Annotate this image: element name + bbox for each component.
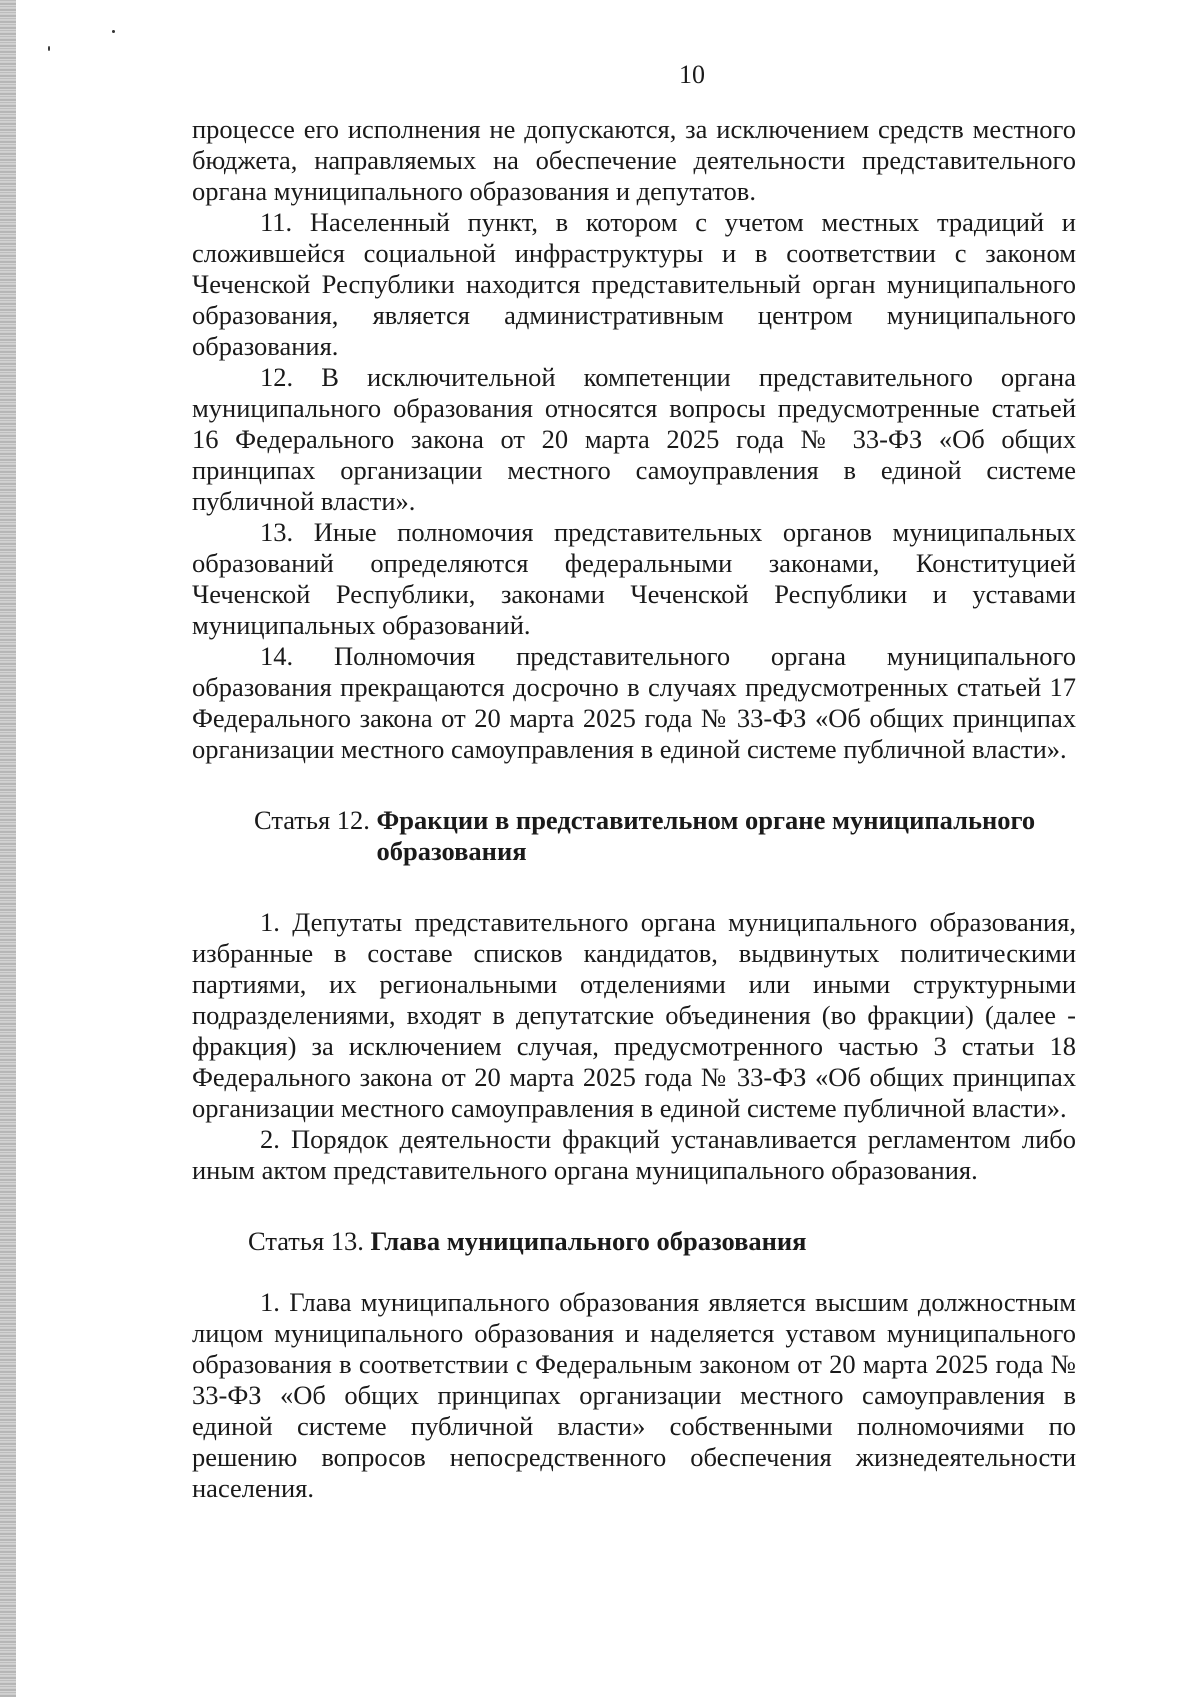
article-12-title: Фракции в представительном органе муниципального образования [376,805,1036,866]
article-12-paragraph-1: 1. Депутаты представительного органа муниципального образования, избранные в составе списков кандидатов, выдвинутых политическими партиями, их региональными отделениями или иными структурными подразделениями, входят в депутатские объединения (во фракции) (далее - фракция) за исключением случая, предусмотренного частью 3 статьи 18 Федерального закона от 20 марта 2025 года № 33-ФЗ «Об общих принципах организации местного самоуправления в единой системе публичной власти». [192,907,1076,1123]
article-13-title: Глава муниципального образования [370,1226,807,1256]
paragraph-13: 13. Иные полномочия представительных органов муниципальных образований определяются федеральными законами, Конституцией Чеченской Республики, законами Чеченской Республики и уставами муниципальных образований. [192,517,1076,640]
paragraph-12: 12. В исключительной компетенции представительного органа муниципального образования относятся вопросы предусмотренные статьей 16 Федерального закона от 20 марта 2025 года № 33-ФЗ «Об общих принципах организации местного самоуправления в единой системе публичной власти». [192,362,1076,516]
article-12-paragraph-2: 2. Порядок деятельности фракций устанавливается регламентом либо иным актом представительного органа муниципального образования. [192,1124,1076,1185]
document-body [192,114,1076,1504]
article-13-prefix: Статья 13. [248,1226,371,1256]
paragraph-continuation: процессе его исполнения не допускаются, за исключением средств местного бюджета, направляемых на обеспечение деятельности представительного органа муниципального образования и депутатов. [192,114,1076,206]
scan-edge-shadow [0,0,16,1697]
article-12-prefix: Статья 12. [254,805,377,835]
paragraph-11: 11. Населенный пункт, в котором с учетом местных традиций и сложившейся социальной инфраструктуры и в соответствии с законом Чеченской Республики находится представительный орган муниципального образования, является административным центром муниципального образования. [192,207,1076,361]
paragraph-14: 14. Полномочия представительного органа муниципального образования прекращаются досрочно в случаях предусмотренных статьей 17 Федерального закона от 20 марта 2025 года № 33-ФЗ «Об общих принципах организации местного самоуправления в единой системе публичной власти». [192,641,1076,764]
scan-speck [48,46,50,51]
page-number: 10 [679,60,705,89]
article-13-heading [192,1226,1076,1257]
article-13-paragraph-1: 1. Глава муниципального образования является высшим должностным лицом муниципального образования и наделяется уставом муниципального образования в соответствии с Федеральным законом от 20 марта 2025 года № 33-ФЗ «Об общих принципах организации местного самоуправления в единой системе публичной власти» собственными полномочиями по решению вопросов непосредственного обеспечения жизнедеятельности населения. [192,1287,1076,1503]
article-12-heading [192,805,1076,867]
scan-speck [112,30,115,33]
